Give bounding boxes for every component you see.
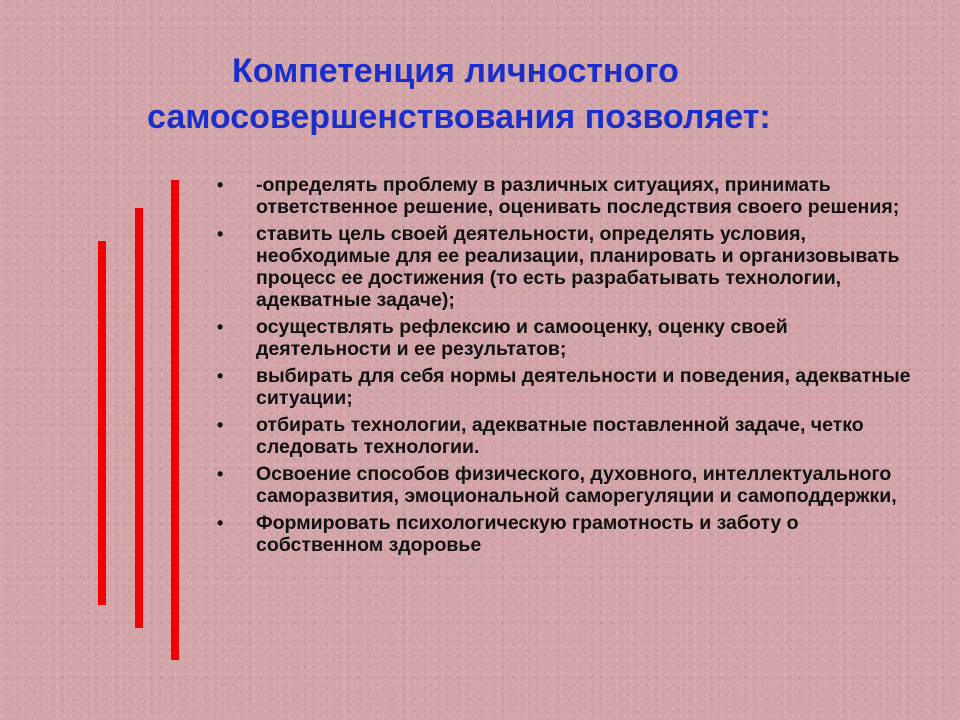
list-item <box>217 316 917 360</box>
bullet-icon: • <box>217 366 224 386</box>
title-line-1: Компетенция личностного <box>232 52 679 90</box>
list-item-text: Формировать психологическую грамотность и заботу о собственном здоровье <box>256 512 799 556</box>
bullet-icon: • <box>217 464 224 484</box>
list-item-text: -определять проблему в различных ситуациях, принимать ответственное решение, оценивать последствия своего решения; <box>256 174 900 218</box>
list-item <box>217 174 917 218</box>
list-item-text: выбирать для себя нормы деятельности и поведения, адекватные ситуации; <box>256 365 911 409</box>
bullet-icon: • <box>217 317 224 337</box>
slide-title <box>0 48 960 140</box>
title-line-2: самосовершенствования позволяет: <box>147 98 771 136</box>
bullet-icon: • <box>217 224 224 244</box>
list-item-text: отбирать технологии, адекватные поставленной задаче, четко следовать технологии. <box>256 414 864 458</box>
list-item-text: осуществлять рефлексию и самооценку, оценку своей деятельности и ее результатов; <box>256 316 788 360</box>
list-item <box>217 414 917 458</box>
bullet-list <box>217 174 917 561</box>
list-item <box>217 223 917 311</box>
decorative-red-bar-middle <box>135 208 143 628</box>
list-item <box>217 512 917 556</box>
bullet-icon: • <box>217 415 224 435</box>
list-item <box>217 365 917 409</box>
bullet-icon: • <box>217 513 224 533</box>
decorative-red-bar-right <box>171 180 179 660</box>
list-item <box>217 463 917 507</box>
list-item-text: Освоение способов физического, духовного, интеллектуального саморазвития, эмоциональной саморегуляции и самоподдержки, <box>256 463 897 507</box>
list-item-text: ставить цель своей деятельности, определять условия, необходимые для ее реализации, планировать и организовывать процесс ее достижения (то есть разрабатывать технологии, адекватные задаче); <box>256 223 900 311</box>
decorative-red-bar-left <box>98 241 106 605</box>
bullet-icon: • <box>217 175 224 195</box>
